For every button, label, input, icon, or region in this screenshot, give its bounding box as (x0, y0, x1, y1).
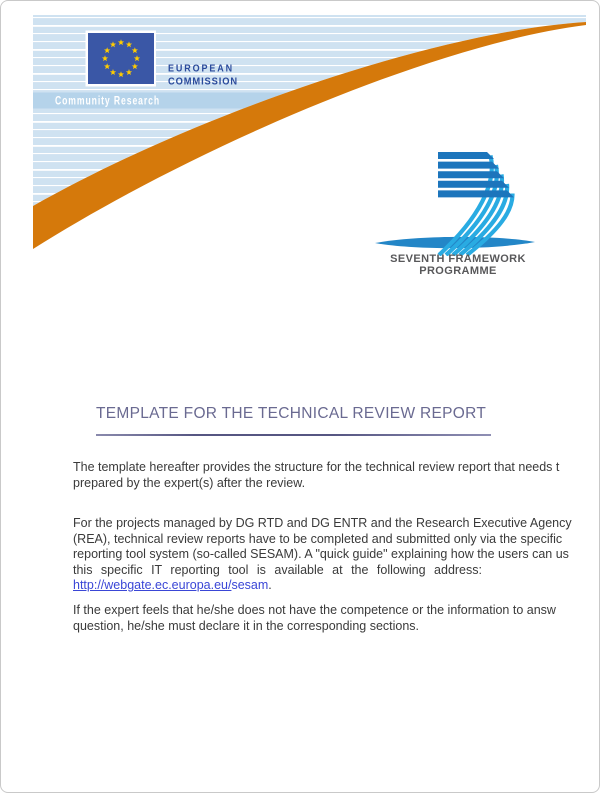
title-underline (96, 434, 491, 436)
paragraph-2-line: (REA), technical review reports have to be completed and submitted only via the specific (73, 531, 563, 546)
sesam-link[interactable]: http://webgate.ec.europa.eu/ (73, 578, 232, 593)
paragraph-2 (73, 516, 572, 594)
community-research-label: Community Research (55, 95, 160, 108)
paragraph-3 (73, 603, 556, 634)
paragraph-3-line: If the expert feels that he/she does not have the competence or the information to answ (73, 603, 556, 617)
paragraph-2-line: this specific IT reporting tool is available at the following address: (73, 562, 482, 577)
sesam-link-suffix[interactable]: sesam (231, 578, 269, 593)
fp7-caption-line1: SEVENTH FRAMEWORK (390, 253, 526, 265)
sentence-period: . (268, 578, 272, 593)
paragraph-2-link-line (73, 578, 572, 594)
paragraph-1 (73, 460, 559, 491)
european-commission-wordmark-line2: COMMISSION (168, 75, 238, 88)
paragraph-2-line: For the projects managed by DG RTD and DG ENTR and the Research Executive Agency (73, 516, 572, 530)
paragraph-3-line: question, he/she must declare it in the corresponding sections. (73, 618, 420, 633)
page-title: TEMPLATE FOR THE TECHNICAL REVIEW REPORT (96, 405, 487, 422)
paragraph-2-line: reporting tool system (so-called SESAM). A "quick guide" explaining how the users can us (73, 547, 569, 562)
fp7-caption-line2: PROGRAMME (419, 264, 497, 277)
fp7-logo (373, 138, 543, 256)
fp7-caption (372, 254, 544, 277)
paragraph-1-line: The template hereafter provides the structure for the technical review report that needs t (73, 460, 560, 474)
eu-flag (86, 31, 157, 87)
paragraph-1-line: prepared by the expert(s) after the review. (73, 475, 306, 490)
european-commission-wordmark-line1: EUROPEAN (168, 62, 234, 75)
